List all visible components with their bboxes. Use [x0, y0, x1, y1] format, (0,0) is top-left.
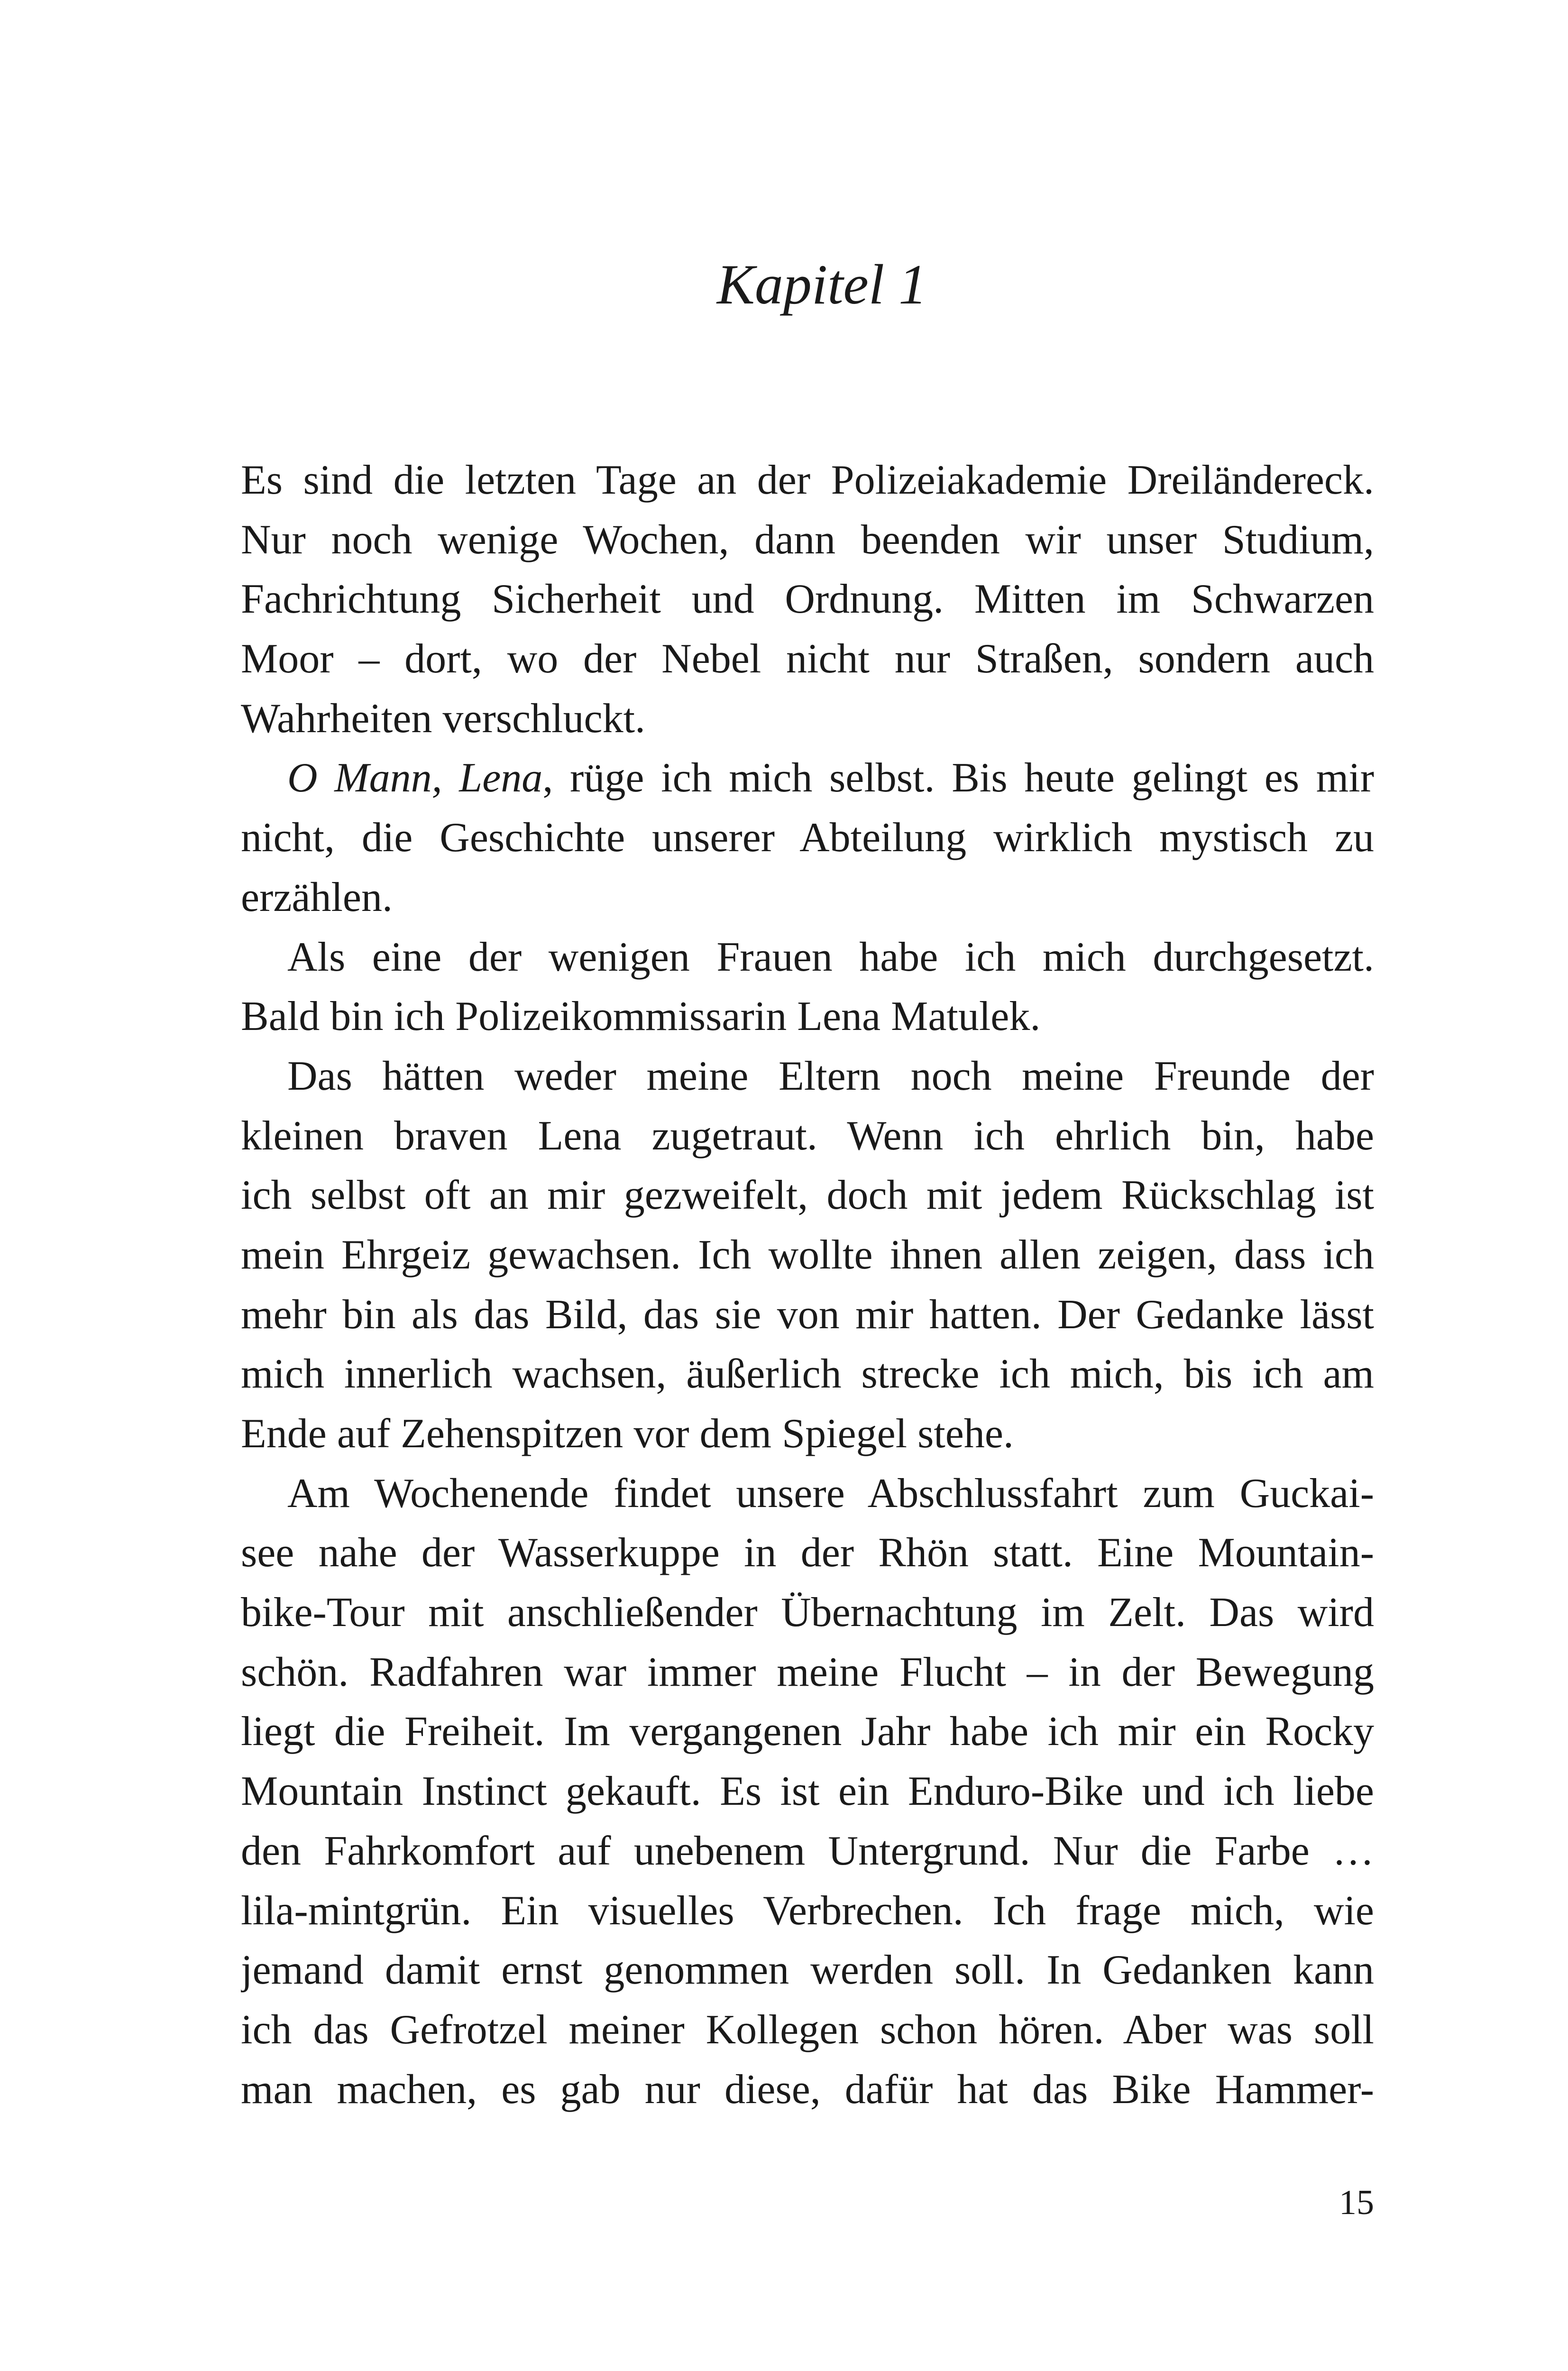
text-line-italic: O Mann, Lena: [287, 755, 543, 801]
body-text: [241, 450, 1374, 2119]
text-line-content: bike-Tour mit anschließender Übernachtung im Zelt. Das wird: [241, 1590, 1374, 1636]
chapter-title: [0, 247, 1568, 322]
text-line-content: Als eine der wenigen Frauen habe ich mich durchgesetzt.: [287, 934, 1374, 980]
text-line-content: Wahrheiten verschluckt.: [241, 695, 646, 742]
text-line: [241, 808, 1374, 868]
text-line-content: den Fahrkomfort auf unebenem Untergrund. Nur die Farbe …: [241, 1828, 1374, 1874]
text-line: [241, 748, 1374, 808]
text-line: [241, 1881, 1374, 1941]
text-line: [241, 1166, 1374, 1225]
text-line-content: kleinen braven Lena zugetraut. Wenn ich ehrlich bin, habe: [241, 1112, 1374, 1159]
text-line: [241, 2000, 1374, 2060]
text-line-content: schön. Radfahren war immer meine Flucht – in der Bewegung: [241, 1649, 1374, 1695]
text-line: [241, 1106, 1374, 1166]
text-line-content: Moor – dort, wo der Nebel nicht nur Straßen, sondern auch: [241, 636, 1374, 682]
text-line-content: Ende auf Zehenspitzen vor dem Spiegel stehe.: [241, 1411, 1014, 1457]
text-line: [241, 1762, 1374, 1821]
text-line-content: mehr bin als das Bild, das sie von mir hatten. Der Gedanke lässt: [241, 1291, 1374, 1338]
text-line: [241, 1344, 1374, 1404]
text-line: [241, 570, 1374, 629]
text-line-content: erzählen.: [241, 874, 393, 920]
text-line-content: Mountain Instinct gekauft. Es ist ein Enduro-Bike und ich liebe: [241, 1768, 1374, 1815]
text-line: [241, 928, 1374, 987]
text-line-content: mich innerlich wachsen, äußerlich strecke ich mich, bis ich am: [241, 1351, 1374, 1397]
text-line-content: mein Ehrgeiz gewachsen. Ich wollte ihnen allen zeigen, dass ich: [241, 1231, 1374, 1278]
text-line: [241, 1523, 1374, 1583]
text-line-content: Nur noch wenige Wochen, dann beenden wir unser Studium,: [241, 516, 1374, 563]
text-line-content: nicht, die Geschichte unserer Abteilung wirklich mystisch zu: [241, 815, 1374, 861]
text-line: [241, 450, 1374, 510]
text-line-content: man machen, es gab nur diese, dafür hat das Bike Hammer-: [241, 2066, 1374, 2113]
text-line-content: lila-mintgrün. Ein visuelles Verbrechen. Ich frage mich, wie: [241, 1887, 1374, 1934]
text-line: [241, 868, 1374, 928]
text-line-content: ich selbst oft an mir gezweifelt, doch mit jedem Rückschlag ist: [241, 1172, 1374, 1219]
text-line-content: jemand damit ernst genommen werden soll. In Gedanken kann: [241, 1947, 1374, 1994]
text-line: [241, 1225, 1374, 1285]
page-number: 15: [1339, 2183, 1374, 2222]
text-line: [241, 987, 1374, 1047]
chapter-title-text: Kapitel 1: [716, 253, 927, 316]
text-line: [241, 1643, 1374, 1702]
text-line: [241, 1940, 1374, 2000]
text-line-content: Es sind die letzten Tage an der Polizeiakademie Dreiländereck.: [241, 457, 1374, 503]
text-line: [241, 1821, 1374, 1881]
text-line-content: liegt die Freiheit. Im vergangenen Jahr habe ich mir ein Rocky: [241, 1709, 1374, 1755]
text-line: [241, 689, 1374, 749]
text-line-content: Bald bin ich Polizeikommissarin Lena Matulek.: [241, 993, 1041, 1040]
text-line: [241, 2060, 1374, 2120]
text-line-content: Am Wochenende findet unsere Abschlussfahrt zum Guckai-: [287, 1470, 1374, 1516]
text-line-content: see nahe der Wasserkuppe in der Rhön statt. Eine Mountain-: [241, 1530, 1374, 1576]
text-line: [241, 1583, 1374, 1643]
text-line: [241, 1285, 1374, 1345]
text-line: [241, 510, 1374, 570]
text-line-content: , rüge ich mich selbst. Bis heute gelingt es mir: [542, 755, 1374, 801]
text-line-content: ich das Gefrotzel meiner Kollegen schon hören. Aber was soll: [241, 2006, 1374, 2053]
text-line: [241, 1702, 1374, 1762]
text-line: [241, 1404, 1374, 1464]
text-line: [241, 1047, 1374, 1106]
text-line-content: Das hätten weder meine Eltern noch meine Freunde der: [287, 1053, 1374, 1099]
text-line: [241, 629, 1374, 689]
text-line: [241, 1464, 1374, 1524]
text-line-content: Fachrichtung Sicherheit und Ordnung. Mitten im Schwarzen: [241, 576, 1374, 623]
